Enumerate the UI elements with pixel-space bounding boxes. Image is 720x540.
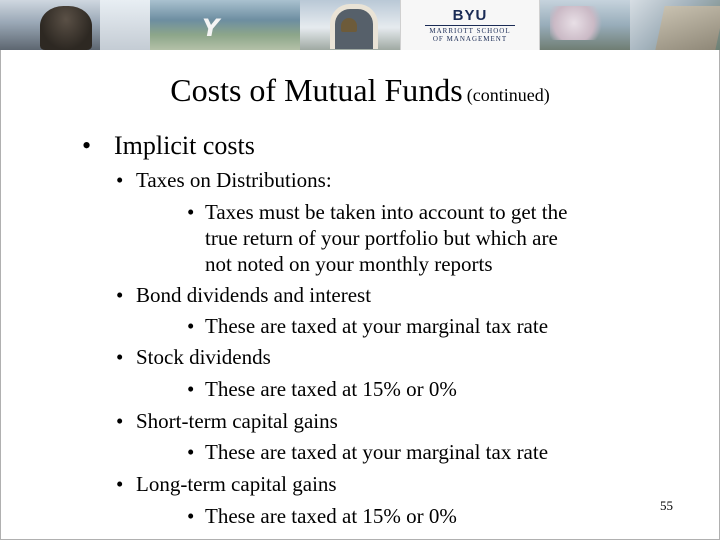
bullet-icon: • [187, 504, 195, 528]
bullet-text: Bond dividends and interest [136, 283, 372, 307]
bullet-text: not noted on your monthly reports [205, 252, 493, 276]
bullet-icon: • [187, 314, 195, 338]
bullet-icon: • [187, 200, 195, 224]
bullet-level2 [116, 345, 271, 370]
bullet-level3 [187, 252, 493, 277]
slide-title-suffix: (continued) [466, 85, 550, 105]
bullet-level3 [187, 226, 558, 251]
bullet-text: Long-term capital gains [136, 472, 337, 496]
bullet-text: Implicit costs [114, 131, 255, 160]
bullet-icon: • [116, 168, 124, 192]
bullet-level3 [187, 314, 548, 339]
bullet-level2 [116, 409, 338, 434]
bullet-level2 [116, 168, 332, 193]
bullet-level3 [187, 504, 457, 529]
page-number: 55 [660, 498, 673, 513]
bullet-icon: • [116, 472, 124, 496]
bullet-level1 [82, 131, 255, 161]
bullet-icon: • [116, 409, 124, 433]
bullet-text: These are taxed at your marginal tax rate [205, 440, 549, 464]
logo-title: BYU [452, 6, 488, 24]
bullet-icon: • [82, 131, 92, 160]
bullet-icon: • [187, 440, 195, 464]
bullet-text: Taxes on Distributions: [136, 168, 332, 192]
logo-line-2: OF MANAGEMENT [432, 34, 508, 43]
bullet-level3 [187, 377, 457, 402]
bullet-icon: • [187, 377, 195, 401]
bullet-level3 [187, 440, 548, 465]
bullet-level3 [187, 200, 567, 225]
slide-title-main: Costs of Mutual Funds [170, 72, 463, 108]
bullet-text: Stock dividends [136, 345, 271, 369]
mountain-y-photo: Y [150, 0, 300, 50]
bullet-icon: • [116, 345, 124, 369]
bullet-level2 [116, 472, 337, 497]
bullet-text: These are taxed at your marginal tax rate [205, 314, 549, 338]
bullet-text: true return of your portfolio but which are [205, 226, 558, 250]
bullet-text: Taxes must be taken into account to get the [205, 200, 568, 224]
bullet-text: Short-term capital gains [136, 409, 338, 433]
bullet-icon: • [116, 283, 124, 307]
bullet-text: These are taxed at 15% or 0% [205, 377, 457, 401]
bullet-level2 [116, 283, 371, 308]
logo-line-1: MARRIOTT SCHOOL [429, 26, 511, 35]
bullet-text: These are taxed at 15% or 0% [205, 504, 457, 528]
